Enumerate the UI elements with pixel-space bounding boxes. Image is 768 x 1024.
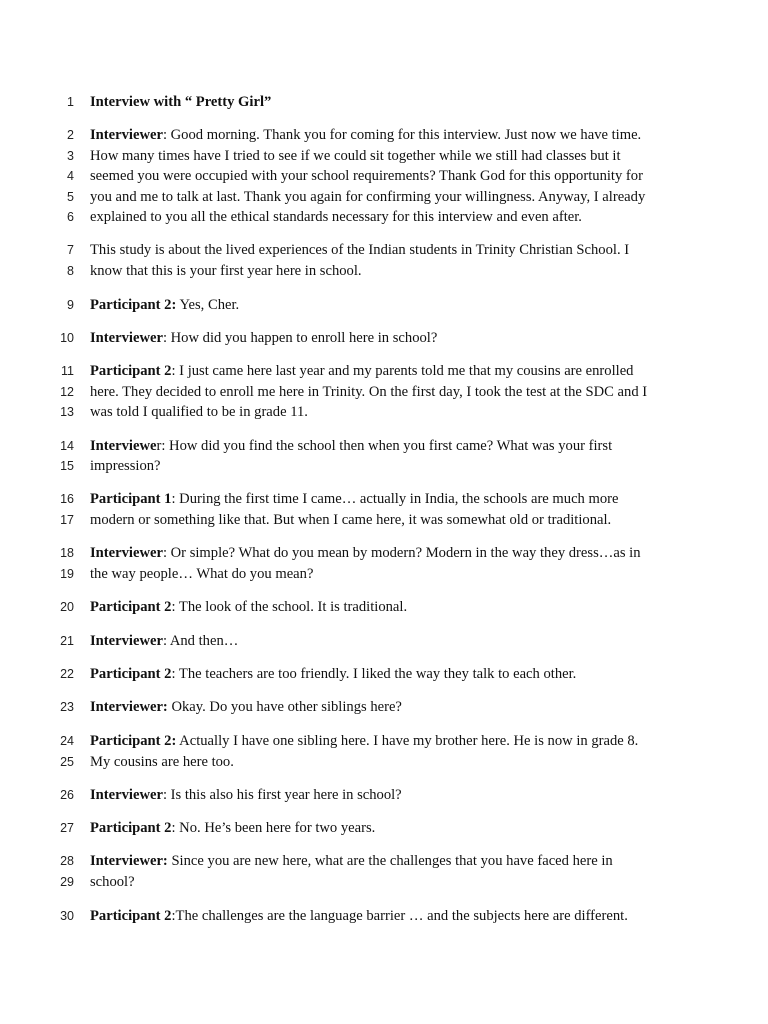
speaker-label: Participant 1 (90, 491, 172, 507)
transcript-line (0, 564, 768, 585)
line-body: Yes, Cher. (176, 297, 240, 313)
line-number: 13 (60, 405, 74, 419)
line-text (90, 146, 621, 167)
line-number: 1 (67, 95, 74, 109)
line-body: r: How did you find the school then when you first came? What was your first (156, 438, 613, 454)
transcript-line (0, 785, 768, 806)
line-text (90, 261, 362, 282)
line-number: 23 (60, 700, 74, 714)
line-text (90, 906, 628, 927)
line-number: 12 (60, 385, 74, 399)
line-text (90, 361, 633, 382)
speaker-label: Participant 2: (90, 733, 177, 749)
line-number: 21 (60, 634, 74, 648)
line-body: : How did you happen to enroll here in school? (162, 330, 438, 346)
line-text (90, 382, 647, 403)
line-number: 4 (67, 169, 74, 183)
line-number: 15 (60, 459, 74, 473)
transcript-line (0, 207, 768, 228)
line-body: Since you are new here, what are the challenges that you have faced here in (167, 853, 613, 869)
line-body: was told I qualified to be in grade 11. (90, 404, 308, 420)
line-text (90, 166, 643, 187)
transcript-line (0, 851, 768, 872)
line-number: 8 (67, 264, 74, 278)
transcript-line (0, 631, 768, 652)
line-body: How many times have I tried to see if we could sit together while we still had classes but it (90, 148, 621, 164)
transcript-line (0, 752, 768, 773)
line-body: This study is about the lived experiences of the Indian students in Trinity Christian School. I (90, 242, 630, 258)
document-title (0, 92, 768, 113)
transcript-line (0, 261, 768, 282)
line-body: seemed you were occupied with your school requirements? Thank God for this opportunity for (90, 168, 643, 184)
speaker-label: Participant 2 (90, 599, 172, 615)
line-number: 25 (60, 755, 74, 769)
transcript-line (0, 906, 768, 927)
line-body: My cousins are here too. (90, 754, 234, 770)
line-number: 9 (67, 298, 74, 312)
transcript-line (0, 436, 768, 457)
line-body: : No. He’s been here for two years. (171, 820, 376, 836)
transcript-line (0, 489, 768, 510)
line-number: 18 (60, 546, 74, 560)
line-number: 29 (60, 875, 74, 889)
line-body: school? (90, 874, 135, 890)
line-body: Okay. Do you have other siblings here? (167, 699, 402, 715)
speaker-label: Interviewer: (90, 853, 168, 869)
speaker-label: Interviewer: (90, 699, 168, 715)
line-body: you and me to talk at last. Thank you again for confirming your willingness. Anyway, I already (90, 189, 646, 205)
line-number: 2 (67, 128, 74, 142)
line-body: : I just came here last year and my parents told me that my cousins are enrolled (171, 363, 634, 379)
speaker-label: Participant 2: (90, 297, 177, 313)
line-text (90, 489, 618, 510)
line-text (90, 328, 437, 349)
line-text (90, 697, 402, 718)
line-number: 27 (60, 821, 74, 835)
line-number: 11 (61, 364, 74, 378)
line-number: 16 (60, 492, 74, 506)
line-text (90, 510, 611, 531)
transcript-line (0, 510, 768, 531)
line-text (90, 664, 576, 685)
line-text (90, 543, 641, 564)
line-text (90, 752, 234, 773)
line-text (90, 125, 641, 146)
line-number: 22 (60, 667, 74, 681)
line-number: 7 (67, 243, 74, 257)
line-number: 6 (67, 210, 74, 224)
transcript-line (0, 543, 768, 564)
line-body: : During the first time I came… actually in India, the schools are much more (171, 491, 619, 507)
line-number: 19 (60, 567, 74, 581)
line-number: 10 (60, 331, 74, 345)
transcript-line (0, 361, 768, 382)
transcript-line (0, 818, 768, 839)
line-number: 17 (60, 513, 74, 527)
line-text (90, 872, 135, 893)
speaker-label: Interviewer (90, 330, 163, 346)
transcript-line (0, 664, 768, 685)
transcript-line (0, 166, 768, 187)
line-body: : Good morning. Thank you for coming for this interview. Just now we have time. (162, 127, 642, 143)
line-body: : Or simple? What do you mean by modern? Modern in the way they dress…as in (162, 545, 641, 561)
line-text (90, 187, 645, 208)
line-body: know that this is your first year here in school. (90, 263, 362, 279)
line-text (90, 631, 238, 652)
transcript-line (0, 187, 768, 208)
transcript-line (0, 382, 768, 403)
transcript-line (0, 295, 768, 316)
line-number: 3 (67, 149, 74, 163)
line-body: :The challenges are the language barrier … and the subjects here are different. (171, 908, 628, 924)
line-text (90, 207, 582, 228)
line-number: 14 (60, 439, 74, 453)
line-body: : Is this also his first year here in school? (162, 787, 402, 803)
speaker-label: Participant 2 (90, 908, 172, 924)
line-body: here. They decided to enroll me here in Trinity. On the first day, I took the test at the SDC and I (90, 384, 648, 400)
line-text (90, 818, 375, 839)
line-body: : The look of the school. It is traditional. (171, 599, 408, 615)
line-body: modern or something like that. But when I came here, it was somewhat old or traditional. (90, 512, 612, 528)
line-text (90, 597, 407, 618)
line-text (90, 731, 638, 752)
speaker-label: Interviewer (90, 545, 163, 561)
transcript-line (0, 597, 768, 618)
transcript-line (0, 731, 768, 752)
line-text (90, 436, 612, 457)
line-number: 20 (60, 600, 74, 614)
speaker-label: Interviewe (90, 438, 157, 454)
line-number: 26 (60, 788, 74, 802)
line-number: 24 (60, 734, 74, 748)
transcript-line (0, 328, 768, 349)
transcript-line (0, 125, 768, 146)
line-body: explained to you all the ethical standards necessary for this interview and even after. (90, 209, 582, 225)
speaker-label: Interviewer (90, 633, 163, 649)
line-body: : The teachers are too friendly. I liked the way they talk to each other. (171, 666, 577, 682)
speaker-label: Participant 2 (90, 666, 172, 682)
transcript-line (0, 872, 768, 893)
title-text: Interview with “ Pretty Girl” (90, 94, 272, 110)
line-text (90, 92, 271, 113)
transcript-line (0, 456, 768, 477)
line-number: 30 (60, 909, 74, 923)
line-body: impression? (90, 458, 161, 474)
line-body: Actually I have one sibling here. I have my brother here. He is now in grade 8. (176, 733, 639, 749)
speaker-label: Participant 2 (90, 363, 172, 379)
line-body: the way people… What do you mean? (90, 566, 314, 582)
transcript-line (0, 402, 768, 423)
line-body: : And then… (162, 633, 239, 649)
line-text (90, 564, 313, 585)
line-text (90, 402, 308, 423)
transcript-line (0, 240, 768, 261)
speaker-label: Participant 2 (90, 820, 172, 836)
speaker-label: Interviewer (90, 787, 163, 803)
line-text (90, 785, 402, 806)
line-number: 5 (67, 190, 74, 204)
line-text (90, 456, 161, 477)
line-number: 28 (60, 854, 74, 868)
line-text (90, 240, 629, 261)
line-text (90, 851, 613, 872)
transcript-line (0, 697, 768, 718)
line-text (90, 295, 239, 316)
speaker-label: Interviewer (90, 127, 163, 143)
transcript-line (0, 146, 768, 167)
